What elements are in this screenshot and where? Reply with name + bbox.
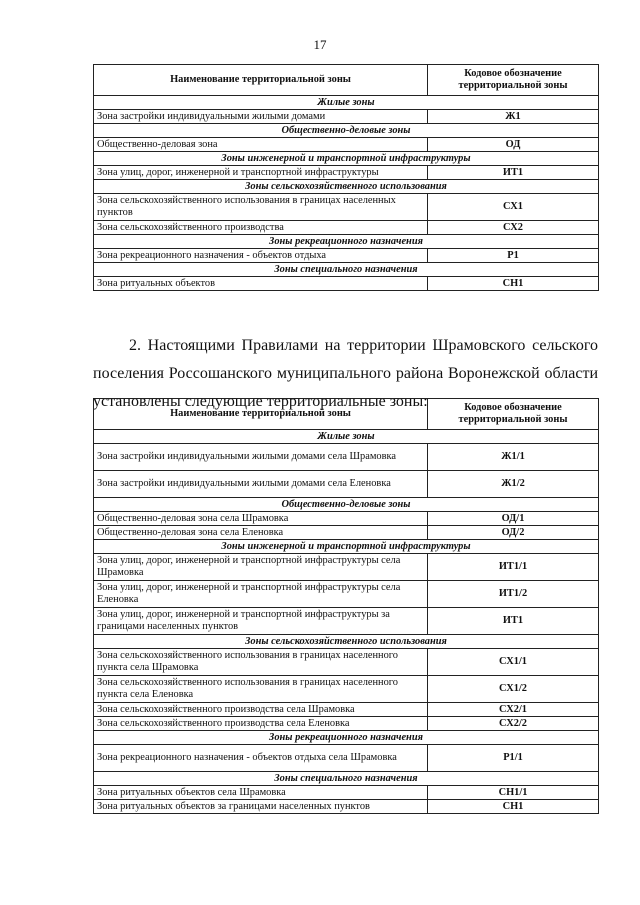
zone-code: Р1: [428, 249, 599, 263]
zone-name: Зона сельскохозяйственного производства: [94, 221, 428, 235]
group-title: Зоны инженерной и транспортной инфраструктуры: [94, 152, 599, 166]
group-row: [94, 498, 599, 512]
group-title: Зоны сельскохозяйственного использования: [94, 180, 599, 194]
zones-table-settlements: [93, 398, 599, 814]
table-row: [94, 703, 599, 717]
zone-name: Общественно-деловая зона села Еленовка: [94, 526, 428, 540]
group-row: [94, 180, 599, 194]
table-row: [94, 526, 599, 540]
zone-code: СХ1/1: [428, 649, 599, 676]
table-row: [94, 608, 599, 635]
zone-name: Общественно-деловая зона села Шрамовка: [94, 512, 428, 526]
zone-name: Зона застройки индивидуальными жилыми домами: [94, 110, 428, 124]
zone-code: ОД/2: [428, 526, 599, 540]
zone-name: Зона ритуальных объектов: [94, 277, 428, 291]
group-row: [94, 540, 599, 554]
table-row: [94, 786, 599, 800]
zone-code: СХ2/2: [428, 717, 599, 731]
zone-code: СХ1: [428, 194, 599, 221]
table-row: [94, 717, 599, 731]
group-row: [94, 772, 599, 786]
zone-code: ИТ1: [428, 608, 599, 635]
group-title: Зоны рекреационного назначения: [94, 235, 599, 249]
table-row: [94, 745, 599, 772]
table-row: [94, 110, 599, 124]
zones-table-general: [93, 64, 599, 291]
group-row: [94, 124, 599, 138]
group-row: [94, 263, 599, 277]
group-title: Жилые зоны: [94, 96, 599, 110]
group-title: Общественно-деловые зоны: [94, 124, 599, 138]
zone-name: Зона улиц, дорог, инженерной и транспортной инфраструктуры села Еленовка: [94, 581, 428, 608]
zone-name: Зона улиц, дорог, инженерной и транспортной инфраструктуры: [94, 166, 428, 180]
table-header-row: [94, 399, 599, 430]
zone-name: Зона рекреационного назначения - объектов отдыха села Шрамовка: [94, 745, 428, 772]
zone-code: ОД: [428, 138, 599, 152]
table-row: [94, 194, 599, 221]
zone-code: СН1: [428, 277, 599, 291]
zone-code: ИТ1/2: [428, 581, 599, 608]
zone-code: Р1/1: [428, 745, 599, 772]
zone-code: СХ1/2: [428, 676, 599, 703]
zone-code: Ж1/2: [428, 471, 599, 498]
zone-name: Зона сельскохозяйственного производства села Шрамовка: [94, 703, 428, 717]
group-row: [94, 96, 599, 110]
zone-code: СХ2/1: [428, 703, 599, 717]
zone-name: Зона застройки индивидуальными жилыми домами села Шрамовка: [94, 444, 428, 471]
table-row: [94, 800, 599, 814]
zone-code: Ж1/1: [428, 444, 599, 471]
zone-name: Зона сельскохозяйственного использования в границах населенного пункта села Шрамовка: [94, 649, 428, 676]
table-row: [94, 138, 599, 152]
table-row: [94, 471, 599, 498]
group-row: [94, 152, 599, 166]
page-number: 17: [313, 37, 327, 52]
header-zone-code: Кодовое обозначение территориальной зоны: [428, 399, 599, 430]
table-row: [94, 166, 599, 180]
zone-code: ИТ1: [428, 166, 599, 180]
zone-code: ОД/1: [428, 512, 599, 526]
group-title: Зоны сельскохозяйственного использования: [94, 635, 599, 649]
header-zone-name: Наименование территориальной зоны: [94, 65, 428, 96]
group-row: [94, 731, 599, 745]
zone-name: Зона рекреационного назначения - объектов отдыха: [94, 249, 428, 263]
zone-name: Зона ритуальных объектов за границами населенных пунктов: [94, 800, 428, 814]
group-title: Жилые зоны: [94, 430, 599, 444]
group-title: Зоны рекреационного назначения: [94, 731, 599, 745]
header-zone-name: Наименование территориальной зоны: [94, 399, 428, 430]
table-header-row: [94, 65, 599, 96]
table-row: [94, 676, 599, 703]
group-title: Зоны специального назначения: [94, 263, 599, 277]
group-title: Зоны специального назначения: [94, 772, 599, 786]
zone-code: СХ2: [428, 221, 599, 235]
zone-name: Зона улиц, дорог, инженерной и транспортной инфраструктуры села Шрамовка: [94, 554, 428, 581]
table-row: [94, 554, 599, 581]
table-row: [94, 581, 599, 608]
table-row: [94, 221, 599, 235]
zone-name: Зона улиц, дорог, инженерной и транспортной инфраструктуры за границами населенных пунктов: [94, 608, 428, 635]
table-row: [94, 649, 599, 676]
group-title: Общественно-деловые зоны: [94, 498, 599, 512]
zone-name: Зона сельскохозяйственного производства села Еленовка: [94, 717, 428, 731]
zone-code: ИТ1/1: [428, 554, 599, 581]
body-paragraph: 2. Настоящими Правилами на территории Шрамовского сельского поселения Россошанского муниципального района Воронежской области установлены следующие территориальные зоны:: [93, 337, 598, 410]
table-row: [94, 277, 599, 291]
group-title: Зоны инженерной и транспортной инфраструктуры: [94, 540, 599, 554]
table-row: [94, 249, 599, 263]
zone-name: Зона сельскохозяйственного использования в границах населенных пунктов: [94, 194, 428, 221]
group-row: [94, 235, 599, 249]
zone-name: Зона ритуальных объектов села Шрамовка: [94, 786, 428, 800]
zone-code: СН1: [428, 800, 599, 814]
table-row: [94, 512, 599, 526]
zone-code: СН1/1: [428, 786, 599, 800]
group-row: [94, 430, 599, 444]
zone-name: Зона застройки индивидуальными жилыми домами села Еленовка: [94, 471, 428, 498]
group-row: [94, 635, 599, 649]
zone-name: Общественно-деловая зона: [94, 138, 428, 152]
table-row: [94, 444, 599, 471]
header-zone-code: Кодовое обозначение территориальной зоны: [428, 65, 599, 96]
zone-name: Зона сельскохозяйственного использования в границах населенного пункта села Еленовка: [94, 676, 428, 703]
zone-code: Ж1: [428, 110, 599, 124]
